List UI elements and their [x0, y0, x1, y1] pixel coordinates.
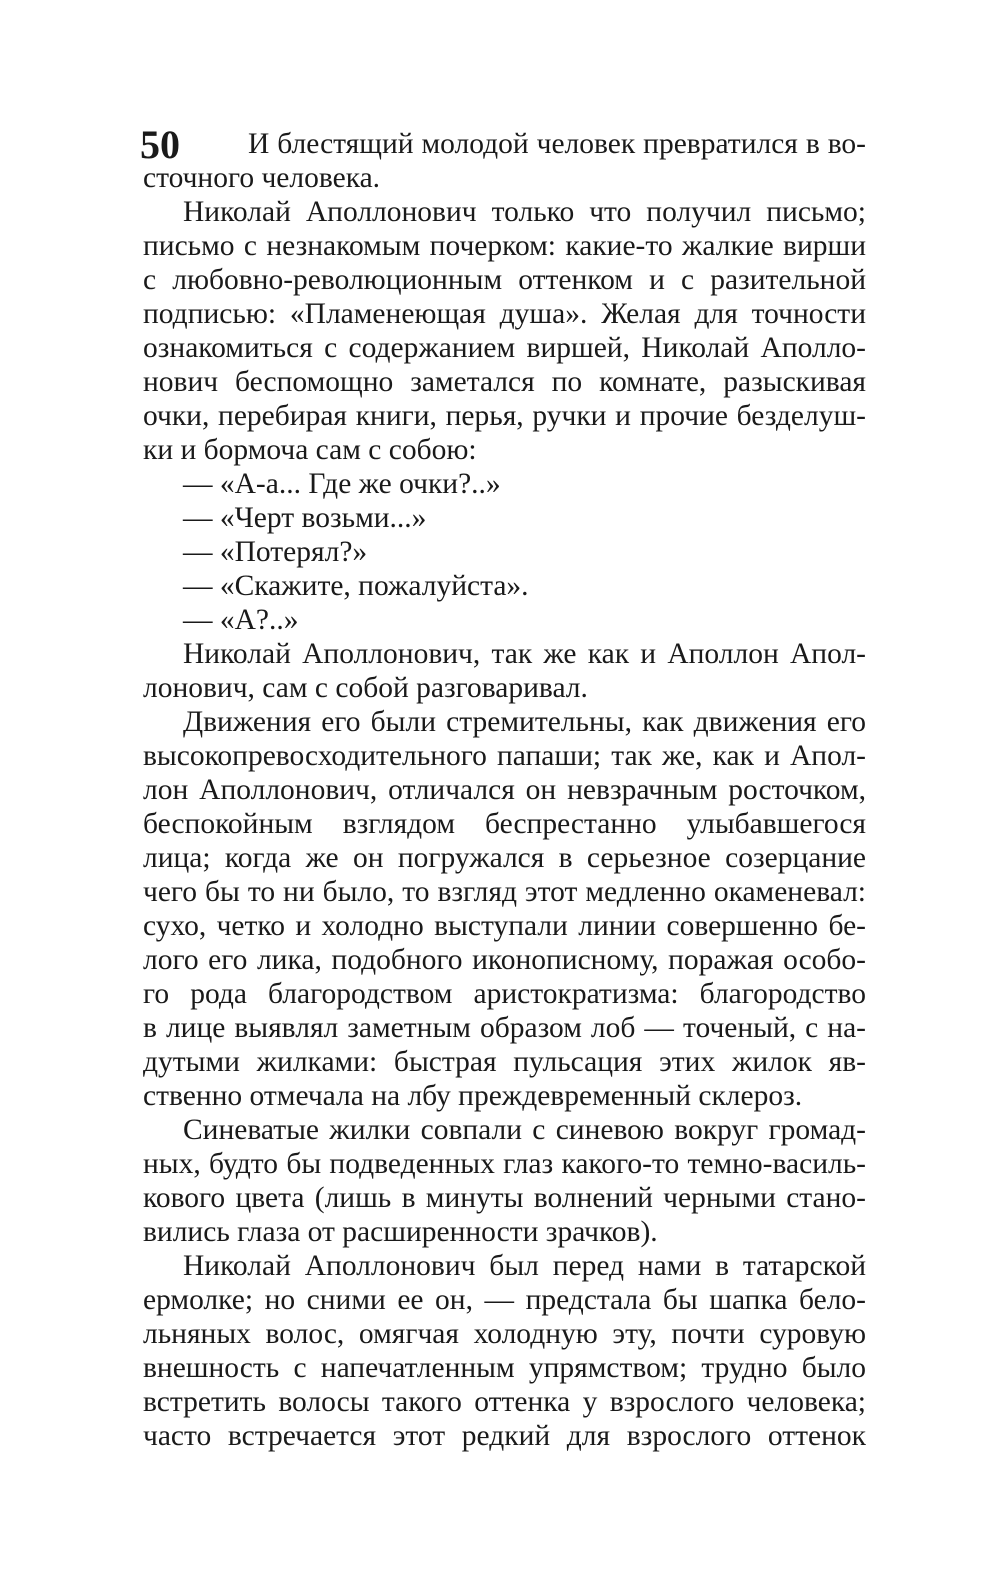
- text-line: письмо с незнакомым почерком: какие-то жалкие вирши: [143, 230, 866, 262]
- text-line: ермолке; но сними ее он, — предстала бы шапка бело-: [143, 1284, 866, 1316]
- text-line: с любовно-революционным оттенком и с разительной: [143, 264, 866, 296]
- text-line: часто встречается этот редкий для взрослого оттенок: [143, 1420, 866, 1452]
- dialogue-line: — «Черт возьми...»: [183, 502, 427, 534]
- dialogue-line: — «А?..»: [183, 604, 299, 636]
- text-line: сточного человека.: [143, 162, 381, 194]
- dialogue-line: — «Скажите, пожалуйста».: [183, 570, 529, 602]
- text-line: Синеватые жилки совпали с синевою вокруг громад-: [183, 1114, 866, 1146]
- dialogue-line: — «А-а... Где же очки?..»: [183, 468, 501, 500]
- text-line: ознакомиться с содержанием виршей, Николай Аполло-: [143, 332, 866, 364]
- text-line: Николай Аполлонович, так же как и Аполлон Апол-: [183, 638, 866, 670]
- text-line: го рода благородством аристократизма: благородство: [143, 978, 866, 1010]
- text-line: лица; когда же он погружался в серьезное созерцание: [143, 842, 866, 874]
- text-line: лон Аполлонович, отличался он невзрачным росточком,: [143, 774, 866, 806]
- text-line: ственно отмечала на лбу преждевременный склероз.: [143, 1080, 803, 1112]
- text-line: внешность с напечатленным упрямством; трудно было: [143, 1352, 866, 1384]
- text-line: Николай Аполлонович был перед нами в татарской: [183, 1250, 866, 1282]
- text-line: Движения его были стремительны, как движения его: [183, 706, 866, 738]
- text-line: подписью: «Пламенеющая душа». Желая для точности: [143, 298, 866, 330]
- text-line: беспокойным взглядом беспрестанно улыбавшегося: [143, 808, 866, 840]
- text-line: в лице выявлял заметным образом лоб — точеный, с на-: [143, 1012, 866, 1044]
- text-line: И блестящий молодой человек превратился в во-: [248, 128, 866, 160]
- text-line: вились глаза от расширенности зрачков).: [143, 1216, 658, 1248]
- text-line: дутыми жилками: быстрая пульсация этих жилок яв-: [143, 1046, 866, 1078]
- text-line: очки, перебирая книги, перья, ручки и прочие безделуш-: [143, 400, 866, 432]
- text-line: чего бы то ни было, то взгляд этот медленно окаменевал:: [143, 876, 866, 908]
- text-line: Николай Аполлонович только что получил письмо;: [183, 196, 866, 228]
- text-line: лого его лика, подобного иконописному, поражая особо-: [143, 944, 866, 976]
- text-line: ных, будто бы подведенных глаз какого-то темно-василь-: [143, 1148, 866, 1180]
- text-line: нович беспомощно заметался по комнате, разыскивая: [143, 366, 866, 398]
- text-line: сухо, четко и холодно выступали линии совершенно бе-: [143, 910, 866, 942]
- text-line: ки и бормоча сам с собою:: [143, 434, 477, 466]
- text-line: встретить волосы такого оттенка у взрослого человека;: [143, 1386, 866, 1418]
- page-number: 50: [140, 122, 180, 167]
- dialogue-line: — «Потерял?»: [183, 536, 368, 568]
- text-line: кового цвета (лишь в минуты волнений черными стано-: [143, 1182, 866, 1214]
- text-line: льняных волос, омягчая холодную эту, почти суровую: [143, 1318, 866, 1350]
- text-line: высокопревосходительного папаши; так же, как и Апол-: [143, 740, 866, 772]
- text-line: лонович, сам с собой разговаривал.: [143, 672, 588, 704]
